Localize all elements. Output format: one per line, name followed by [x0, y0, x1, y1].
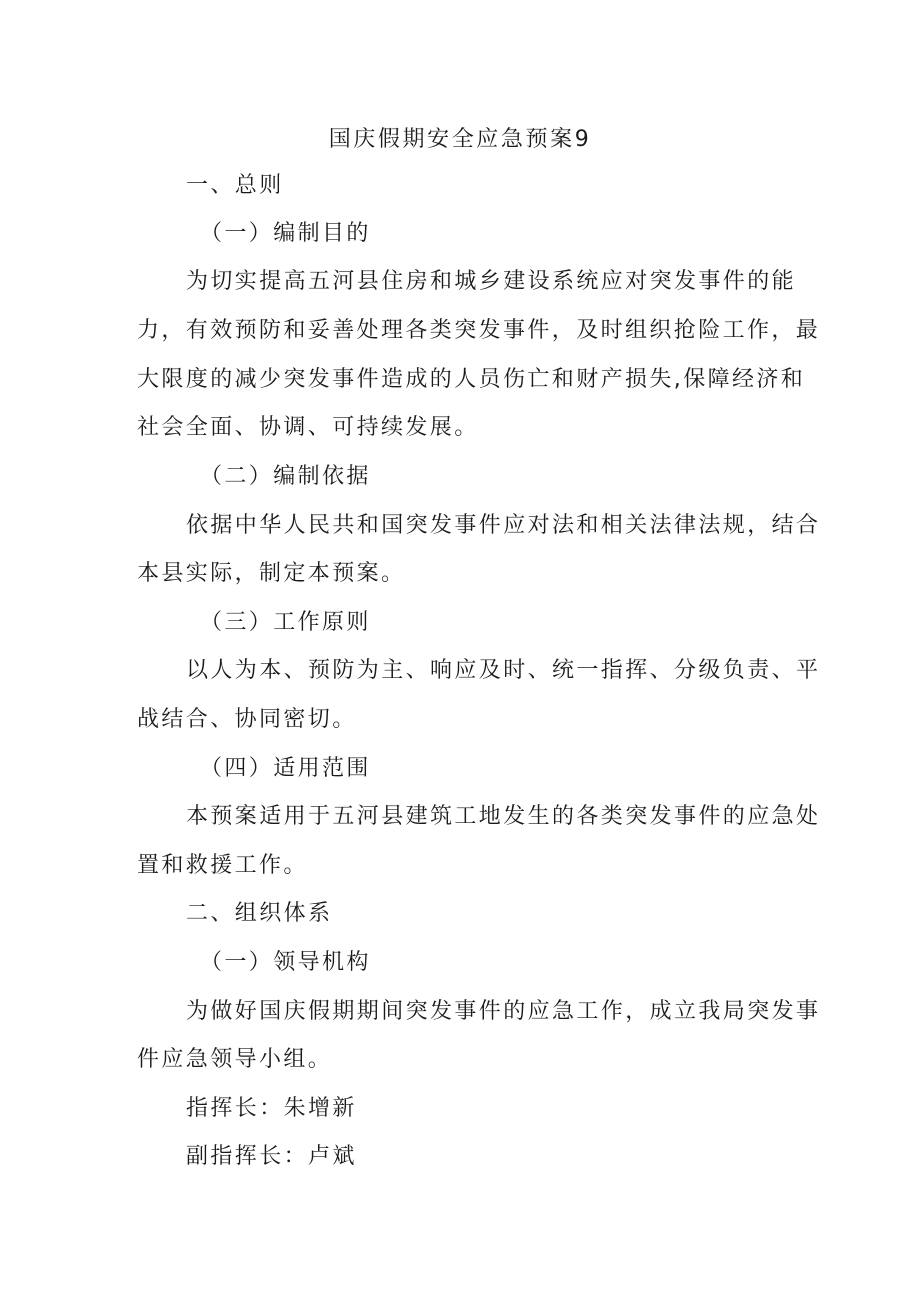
paragraph-line: 置和救援工作。	[137, 853, 308, 878]
paragraph-line: 为切实提高五河县住房和城乡建设系统应对突发事件的能	[186, 269, 797, 294]
subsection-heading-scope: （四）适用范围	[200, 756, 371, 781]
paragraph-line: 本县实际，制定本预案。	[137, 561, 406, 586]
paragraph-line: 战结合、协同密切。	[137, 707, 357, 732]
paragraph-line: 本预案适用于五河县建筑工地发生的各类突发事件的应急处	[186, 804, 821, 829]
section-heading-general: 一、总则	[186, 173, 284, 198]
paragraph-line: 社会全面、协调、可持续发展。	[137, 415, 479, 440]
paragraph-line: 为做好国庆假期期间突发事件的应急工作，成立我局突发事	[186, 999, 821, 1024]
paragraph-line: 件应急领导小组。	[137, 1047, 333, 1072]
subsection-heading-leadership: （一）领导机构	[200, 950, 371, 975]
subsection-heading-principles: （三）工作原则	[200, 610, 371, 635]
paragraph-line: 依据中华人民共和国突发事件应对法和相关法律法规，结合	[186, 513, 821, 538]
paragraph-line: 力，有效预防和妥善处理各类突发事件，及时组织抢险工作，最	[137, 318, 821, 343]
paragraph-line: 以人为本、预防为主、响应及时、统一指挥、分级负责、平	[186, 658, 821, 683]
subsection-heading-basis: （二）编制依据	[200, 464, 371, 489]
commander-line: 指挥长：朱增新	[186, 1096, 357, 1121]
document-title: 国庆假期安全应急预案9	[328, 127, 592, 152]
section-heading-organization: 二、组织体系	[186, 901, 333, 926]
paragraph-line: 大限度的减少突发事件造成的人员伤亡和财产损失,保障经济和	[137, 367, 806, 392]
subsection-heading-purpose: （一）编制目的	[200, 221, 371, 246]
deputy-commander-line: 副指挥长：卢斌	[186, 1144, 357, 1169]
